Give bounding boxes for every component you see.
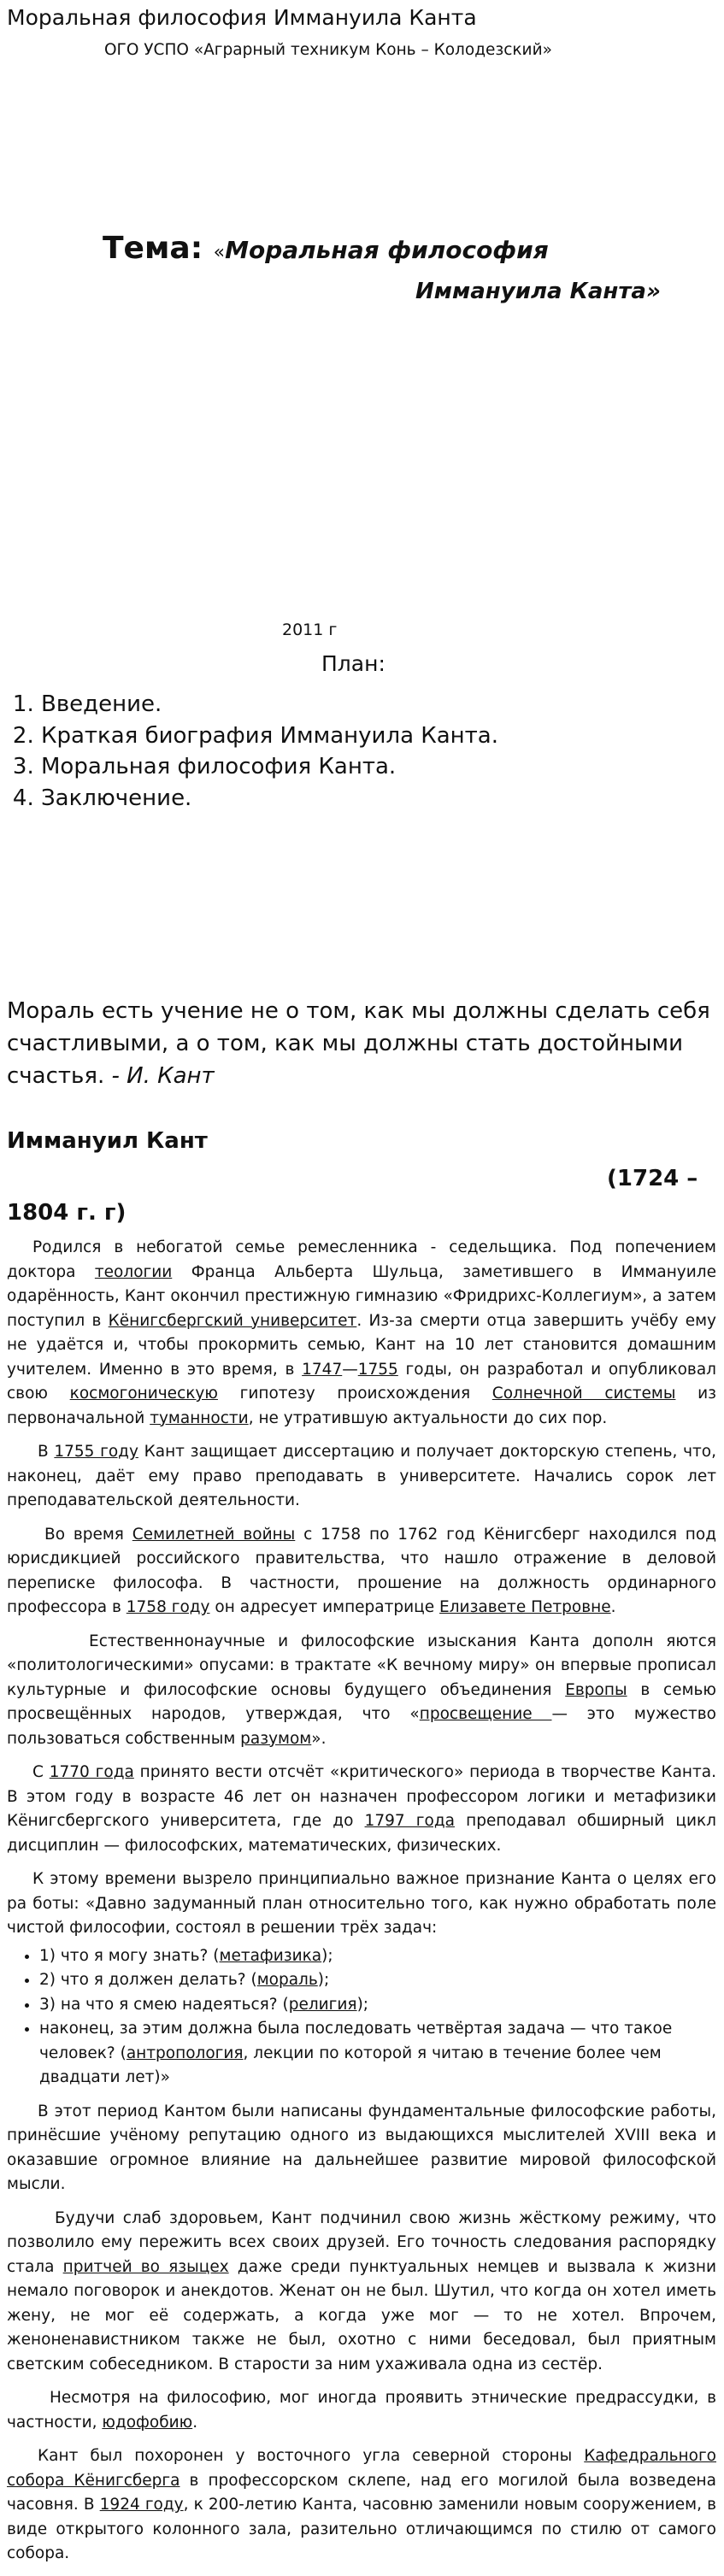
topic-open-quote: « xyxy=(213,242,226,263)
link-europe[interactable]: Европы xyxy=(565,1680,627,1699)
link-cosmogonic[interactable]: космогоническую xyxy=(69,1385,218,1403)
list-item: • наконец, за этим должна была последовать четвёртая задача — что такое человек? (антропология, лекции по которой я читаю в течение более чем двадцати лет)» xyxy=(39,2017,716,2091)
bio-paragraph: Будучи слаб здоровьем, Кант подчинил свою жизнь жёсткому режиму, что позволило ему пережить всех своих друзей. Его точность следования распорядку стала притчей во языцех даже среди пунктуальных немцев и вызвала к жизни немало поговорок и анекдотов. Женат он не был. Шутил, что когда он хотел иметь жену, не мог её содержать, а когда уже мог — то не хотел. Впрочем, женоненавистником также не был, охотно с ними беседовал, был приятным светским собеседником. В старости за ним ухаживала одна из сестёр. xyxy=(7,2208,716,2373)
plan-item: 1. Введение. xyxy=(41,689,498,720)
link-1755-year[interactable]: 1755 году xyxy=(54,1443,138,1461)
tasks-list xyxy=(7,1944,716,2091)
bio-paragraph: К этому времени вызрело принципиально важное признание Канта о целях его ра боты: «Давно задуманный план относительно того, как нужно обработать поле чистой философии, состоял в решении трёх задач: xyxy=(7,1870,716,1937)
link-judeophobia[interactable]: юдофобию xyxy=(102,2413,193,2432)
link-1747[interactable]: 1747 xyxy=(302,1360,343,1379)
topic-line-2: Иммануила Канта» xyxy=(415,279,661,304)
link-1924-year[interactable]: 1924 году xyxy=(99,2496,184,2514)
link-enlightenment[interactable]: просвещение xyxy=(419,1705,552,1723)
link-reason[interactable]: разумом xyxy=(240,1729,312,1748)
epigraph xyxy=(7,995,716,1092)
bio-paragraph: Несмотря на философию, мог иногда проявить этнические предрассудки, в частности, юдофобию. xyxy=(7,2389,716,2432)
document-title: Моральная философия Иммануила Канта xyxy=(7,5,477,30)
plan-item: 4. Заключение. xyxy=(41,783,498,815)
link-solar-system[interactable]: Солнечной системы xyxy=(491,1385,676,1403)
list-item: • 2) что я должен делать? (мораль); xyxy=(39,1968,716,1993)
life-years-start: (1724 – xyxy=(607,1166,698,1191)
link-nebula[interactable]: туманности xyxy=(150,1409,249,1427)
link-1758-year[interactable]: 1758 году xyxy=(126,1598,210,1616)
link-anthropology[interactable]: антропология xyxy=(126,2044,244,2062)
epigraph-text: Мораль есть учение не о том, как мы должны сделать себя счастливыми, а о том, как мы должны стать достойными счастья. xyxy=(7,998,710,1089)
bio-paragraph: В 1755 году Кант защищает диссертацию и получает докторскую степень, что, наконец, даёт ему право преподавать в университете. Начались сорок лет преподавательской деятельности. xyxy=(7,1443,717,1509)
list-item: • 3) на что я смею надеяться? (религия); xyxy=(39,1993,716,2018)
bio-paragraph: Родился в небогатой семье ремесленника - седельщика. Под попечением доктора теологии Франца Альберта Шульца, заметившего в Иммануиле одарённость, Кант окончил престижную гимназию «Фридрихс-Коллегиум», а затем поступил в Кёнигсбергский университет. Из-за смерти отца завершить учёбу ему не удаётся и, чтобы прокормить семью, Кант на 10 лет становится домашним учителем. Именно в это время, в 1747—1755 годы, он разработал и опубликовал свою космогоническую гипотезу происхождения Солнечной системы из первоначальной туманности, не утратившую актуальности до сих пор. xyxy=(7,1238,717,1427)
bio-paragraph: В этот период Кантом были написаны фундаментальные философские работы, принёсшие учёному репутацию одного из выдающихся мыслителей XVIII века и оказавшие огромное влияние на дальнейшее развитие мировой философской мысли. xyxy=(7,2102,716,2193)
plan-item: 2. Краткая биография Иммануила Канта. xyxy=(41,720,498,752)
link-1755[interactable]: 1755 xyxy=(357,1360,398,1379)
link-konigsberg-university[interactable]: Кёнигсбергский университет xyxy=(108,1311,357,1330)
bio-paragraph: С 1770 года принято вести отсчёт «критического» периода в творчестве Канта. В этом году в возрасте 46 лет он назначен профессором логики и метафизики Кёнигсбергского университета, где до 1797 года преподавал обширный цикл дисциплин — философских, математических, физических. xyxy=(7,1763,716,1855)
link-1797-year[interactable]: 1797 года xyxy=(364,1812,455,1830)
college-name: ОГО УСПО «Аграрный техникум Конь – Колодезский» xyxy=(104,41,552,59)
link-morality[interactable]: мораль xyxy=(256,1971,318,1989)
link-konigsberg-cathedral[interactable]: Кафедрального собора Кёнигсберга xyxy=(7,2447,716,2490)
biography-text xyxy=(7,1236,716,2576)
bio-paragraph: Естественнонаучные и философские изыскания Канта дополн яются «политологическими» опусами: в трактате «К вечному миру» он впервые прописал культурные и философские основы будущего объединения Европы в семью просвещённых народов, утверждая, что «просвещение — это мужество пользоваться собственным разумом». xyxy=(7,1632,717,1748)
link-elizaveta-petrovna[interactable]: Елизавете Петровне xyxy=(439,1598,611,1616)
bio-paragraph: Во время Семилетней войны с 1758 по 1762 год Кёнигсберг находился под юрисдикцией российского правительства, что нашло отражение в деловой переписке философа. В частности, прошение на должность ординарного профессора в 1758 году он адресует императрице Елизавете Петровне. xyxy=(7,1525,717,1616)
link-religion[interactable]: религия xyxy=(288,1995,357,2014)
plan-list xyxy=(0,689,498,814)
link-theology[interactable]: теологии xyxy=(94,1262,173,1281)
life-years-end: 1804 г. г) xyxy=(7,1200,127,1226)
year: 2011 г xyxy=(282,620,338,639)
epigraph-author: - И. Кант xyxy=(111,1063,215,1089)
link-seven-years-war[interactable]: Семилетней войны xyxy=(132,1525,296,1544)
topic-label: Тема: xyxy=(103,231,203,266)
link-1770-year[interactable]: 1770 года xyxy=(49,1763,134,1781)
plan-item: 3. Моральная философия Канта. xyxy=(41,751,498,783)
bio-paragraph: Кант был похоронен у восточного угла северной стороны Кафедрального собора Кёнигсберга в профессорском склепе, над его могилой была возведена часовня. В 1924 году, к 200-летию Канта, часовню заменили новым сооружением, в виде открытого колонного зала, разительно отличающимся по стилю от самого собора. xyxy=(7,2447,717,2562)
link-metaphysics[interactable]: метафизика xyxy=(219,1946,322,1965)
bio-heading: Иммануил Кант xyxy=(7,1128,208,1154)
list-item: • 1) что я могу знать? (метафизика); xyxy=(39,1944,716,1969)
link-proverb[interactable]: притчей во языцех xyxy=(62,2257,229,2276)
topic-heading xyxy=(103,231,549,266)
topic-line-1: Моральная философия xyxy=(225,236,549,264)
plan-title: План: xyxy=(321,651,386,676)
